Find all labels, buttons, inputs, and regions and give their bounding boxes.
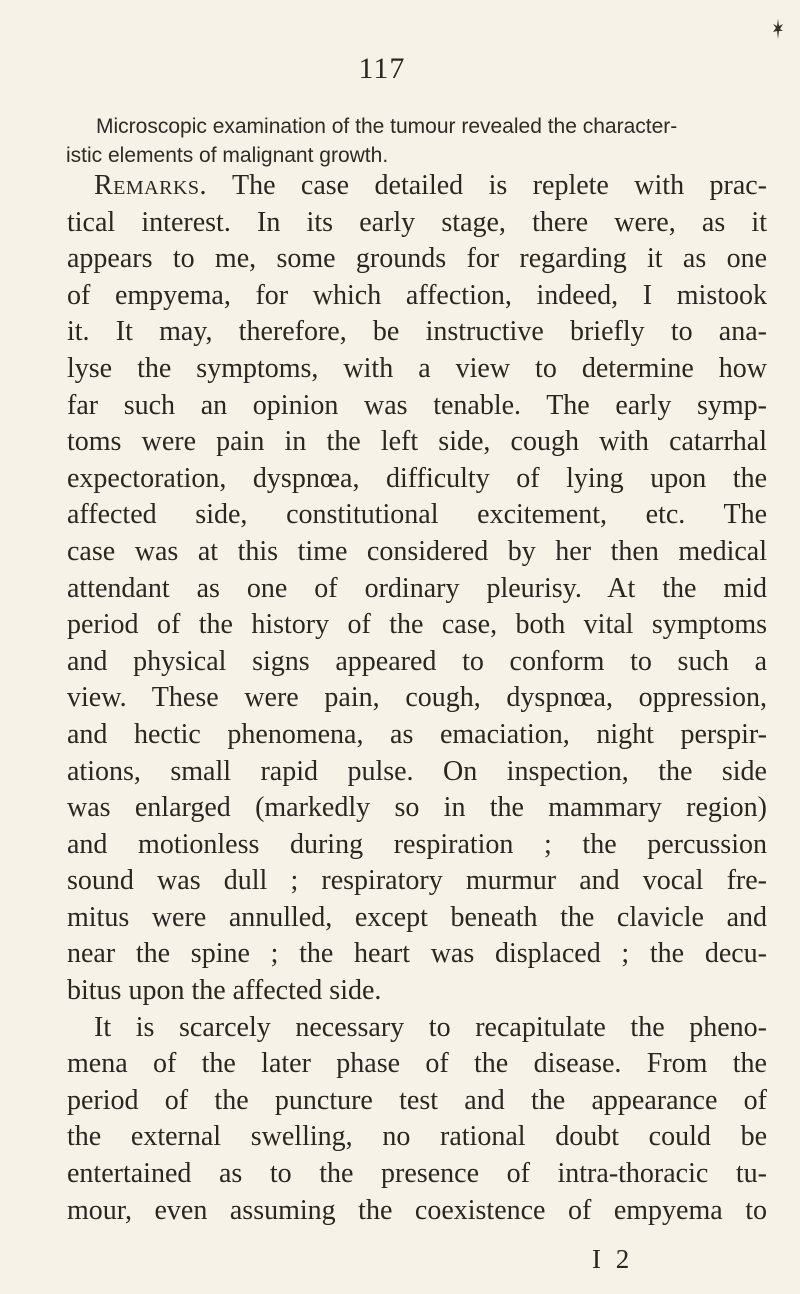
body-line: lyse the symptoms, with a view to determine how: [67, 352, 767, 384]
body-line: near the spine ; the heart was displaced ; the decu-: [67, 938, 767, 970]
body-line: far such an opinion was tenable. The early symp-: [67, 389, 767, 421]
body-line: bitus upon the affected side.: [67, 975, 382, 1007]
remarks-first-line-text: The case detailed is replete with prac-: [231, 170, 767, 201]
body-line: period of the history of the case, both vital symptoms: [67, 609, 767, 641]
body-line: was enlarged (markedly so in the mammary region): [67, 792, 767, 824]
body-line: case was at this time considered by her then medical: [67, 535, 767, 567]
body-line: tical interest. In its early stage, there were, as it: [67, 206, 767, 238]
remarks-heading: Remarks.: [94, 170, 208, 201]
body-line: it. It may, therefore, be instructive briefly to ana-: [67, 316, 767, 348]
body-line: expectoration, dyspnœa, difficulty of lying upon the: [67, 462, 767, 494]
intro-line: Microscopic examination of the tumour revealed the character-: [96, 115, 678, 138]
body-line: of empyema, for which affection, indeed, I mistook: [67, 279, 767, 311]
body-line: affected side, constitutional excitement, etc. The: [67, 499, 767, 531]
body-line: mena of the later phase of the disease. From the: [67, 1048, 767, 1080]
body-line: period of the puncture test and the appearance of: [67, 1084, 767, 1116]
body-line: mitus were annulled, except beneath the clavicle and: [67, 901, 767, 933]
body-line: mour, even assuming the coexistence of empyema to: [67, 1194, 767, 1226]
body-line: and hectic phenomena, as emaciation, night perspir-: [67, 718, 767, 750]
intro-line: istic elements of malignant growth.: [66, 144, 389, 167]
body-line: ations, small rapid pulse. On inspection, the side: [67, 755, 767, 787]
main-text: [67, 168, 767, 1229]
body-line: and physical signs appeared to conform to such a: [67, 645, 767, 677]
body-line: the external swelling, no rational doubt could be: [67, 1121, 767, 1153]
corner-ink-mark: [772, 18, 784, 40]
signature-mark: I 2: [592, 1244, 634, 1274]
body-line: and motionless during respiration ; the percussion: [67, 828, 767, 860]
body-line: view. These were pain, cough, dyspnœa, oppression,: [67, 682, 767, 714]
intro-paragraph: [66, 112, 774, 170]
body-line: It is scarcely necessary to recapitulate the pheno-: [94, 1011, 767, 1043]
remarks-first-line: [67, 168, 767, 205]
body-line: sound was dull ; respiratory murmur and vocal fre-: [67, 865, 767, 897]
body-line: toms were pain in the left side, cough with catarrhal: [67, 426, 767, 458]
body-line: attendant as one of ordinary pleurisy. At the mid: [67, 572, 767, 604]
body-line: entertained as to the presence of intra-thoracic tu-: [67, 1158, 767, 1190]
page-number: 117: [358, 52, 406, 85]
body-line: appears to me, some grounds for regarding it as one: [67, 243, 767, 275]
